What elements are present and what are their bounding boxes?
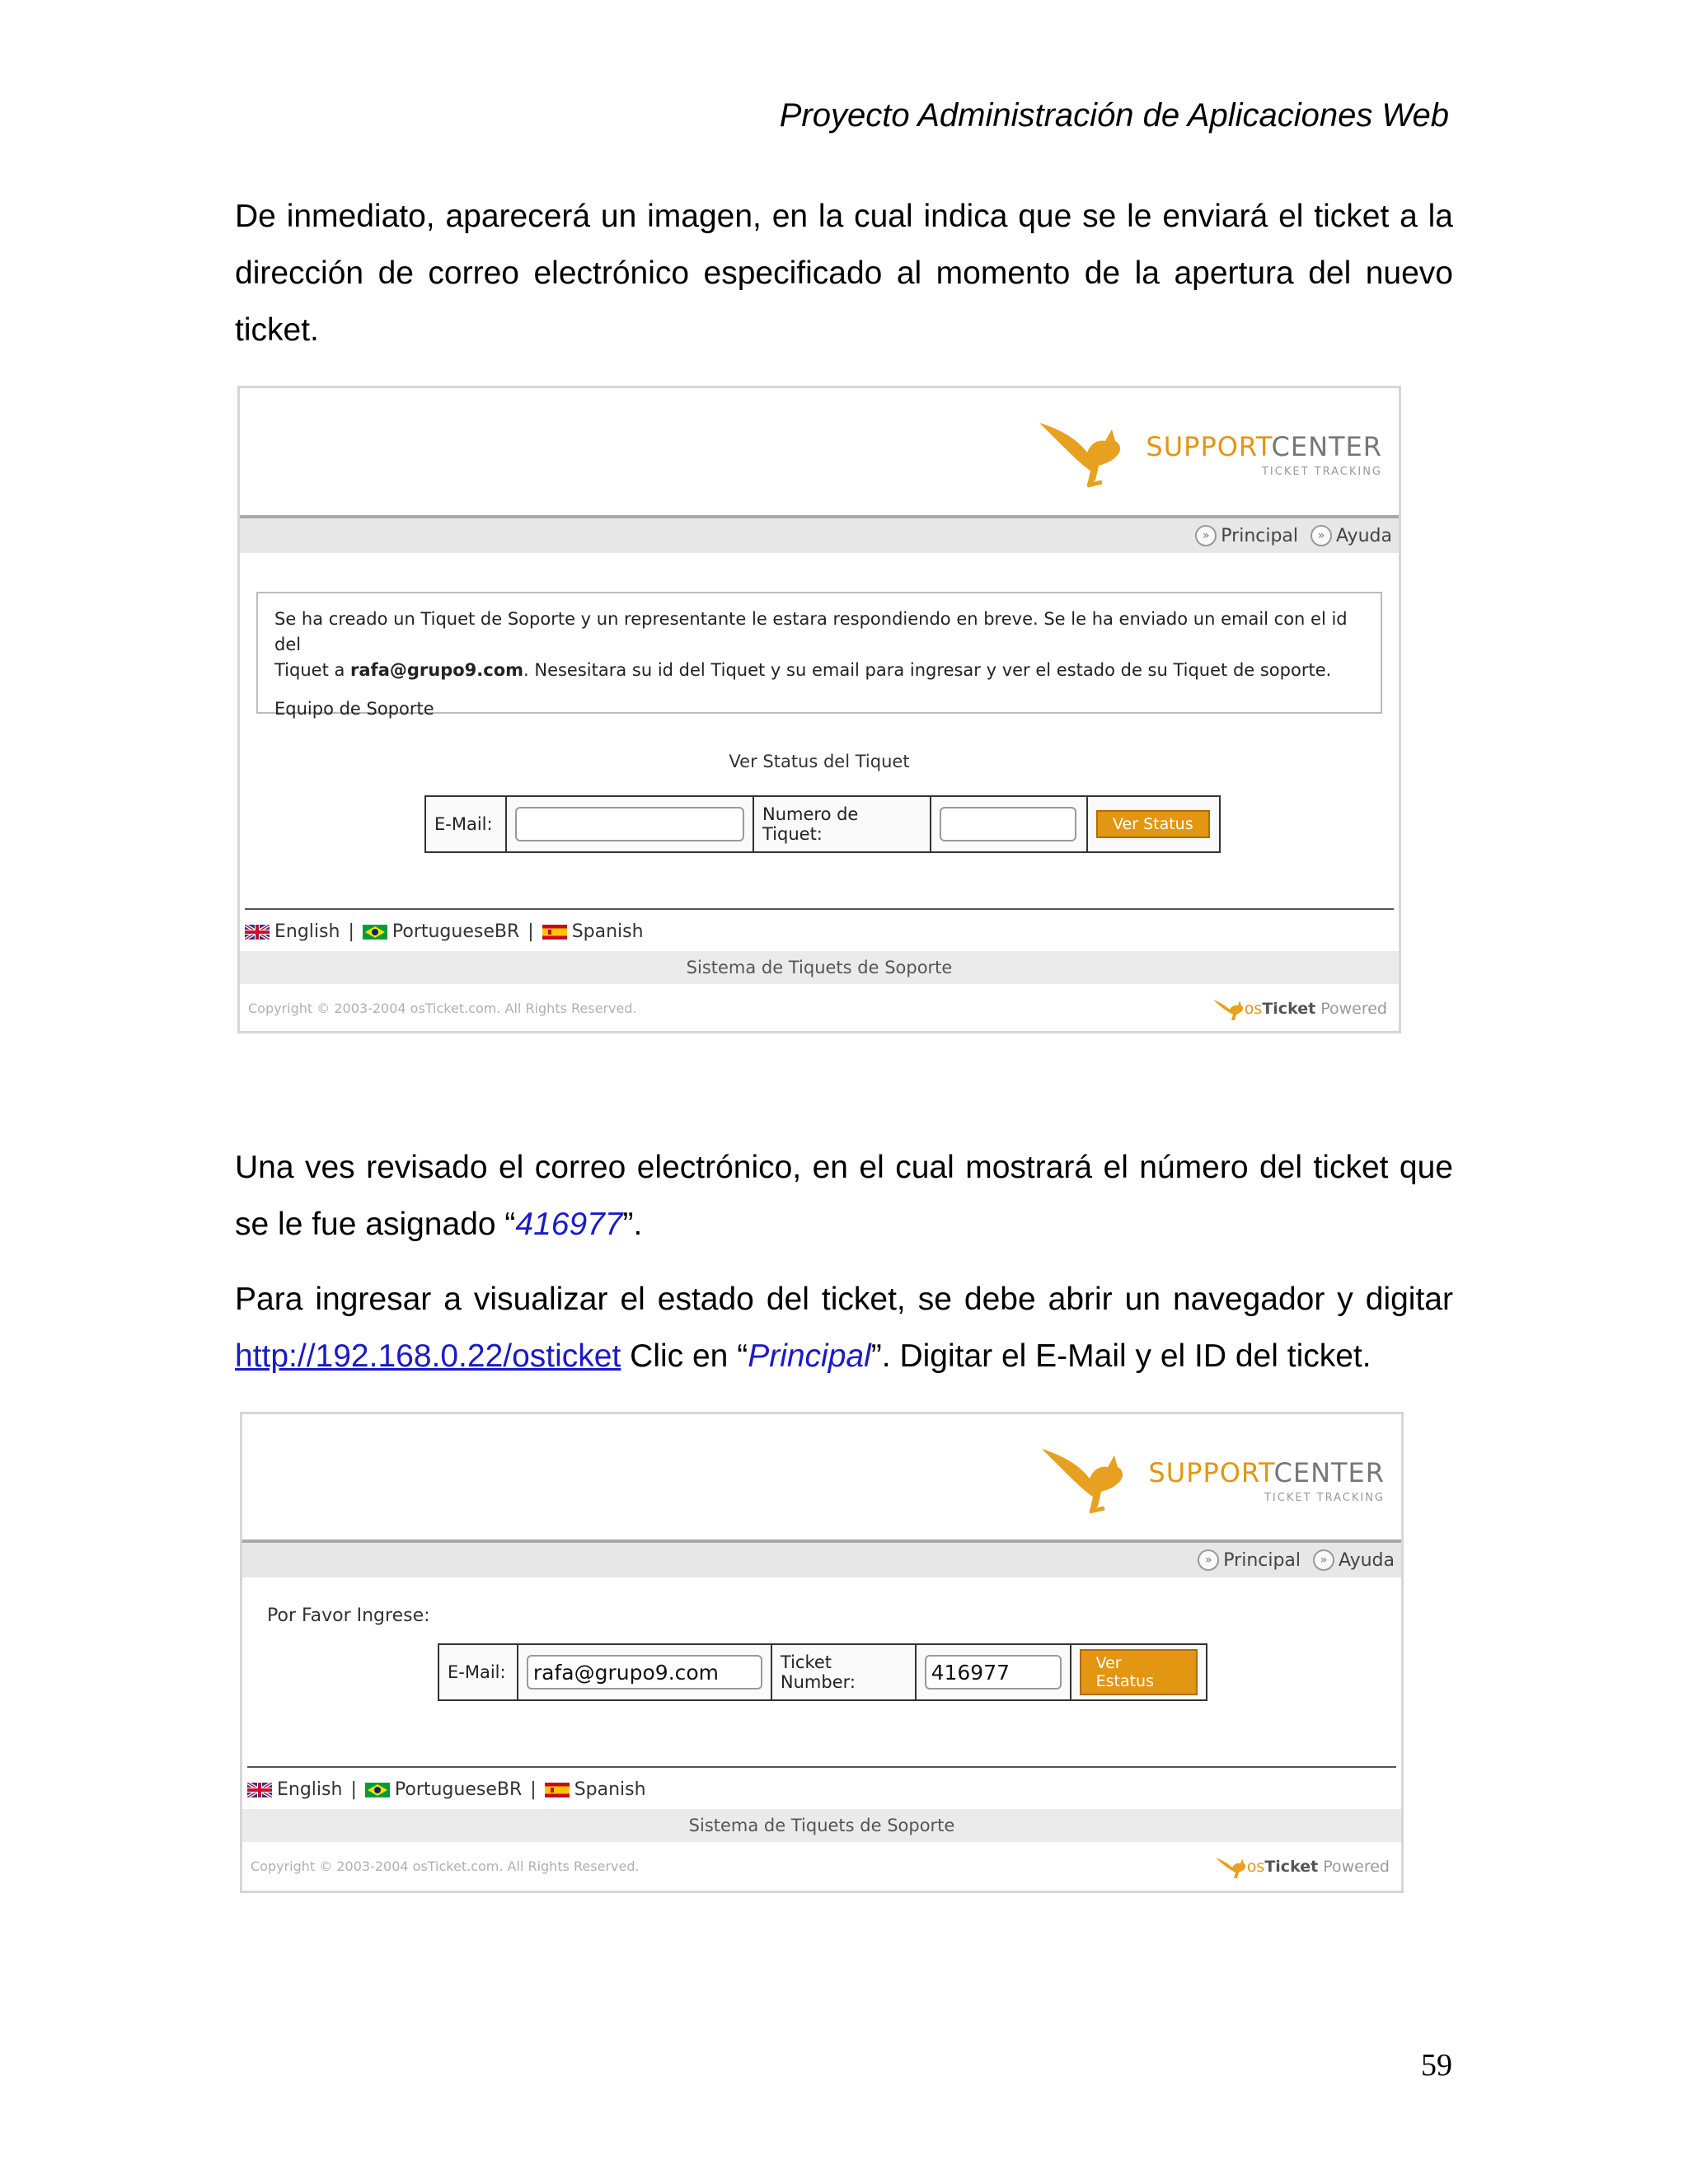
kangaroo-icon xyxy=(1036,411,1135,494)
principal-ref: Principal xyxy=(748,1338,871,1374)
login-prompt: Por Favor Ingrese: xyxy=(267,1605,430,1626)
nav-principal[interactable]: » Principal xyxy=(1198,1549,1301,1571)
nav-principal[interactable]: » Principal xyxy=(1195,525,1298,546)
osticket-url-link[interactable]: http://192.168.0.22/osticket xyxy=(235,1338,621,1374)
copyright-text: Copyright © 2003-2004 osTicket.com. All Rights Reserved. xyxy=(251,1858,640,1874)
kangaroo-icon xyxy=(1039,1437,1137,1520)
osticket-powered[interactable]: os Ticket Powered xyxy=(1214,1854,1390,1879)
paragraph-access-instructions: Para ingresar a visualizar el estado del ticket, se debe abrir un navegador y digitar http://192.168.0.22/osticket Clic en “Principal”. Digitar el E-Mail y el ID del ticket. xyxy=(235,1282,1453,1374)
lang-english[interactable]: English xyxy=(277,1779,343,1800)
ticket-label: Numero de Tiquet: xyxy=(754,797,931,851)
nav-ayuda[interactable]: » Ayuda xyxy=(1311,525,1392,546)
ticket-number: 416977 xyxy=(515,1207,623,1242)
system-name-band: Sistema de Tiquets de Soporte xyxy=(242,1809,1401,1842)
uk-flag-icon xyxy=(247,1783,272,1797)
kangaroo-small-icon xyxy=(1214,1854,1247,1879)
email-input[interactable]: rafa@grupo9.com xyxy=(527,1655,762,1690)
double-chevron-icon: » xyxy=(1195,525,1217,546)
divider xyxy=(247,1766,1396,1768)
ticket-number-input[interactable]: 416977 xyxy=(925,1655,1062,1690)
paragraph-email-check: Una ves revisado el correo electrónico, en el cual mostrará el número del ticket que se le fue asignado “416977”. xyxy=(235,1150,1453,1242)
running-header: Proyecto Administración de Aplicaciones Web xyxy=(779,97,1449,134)
recipient-email: rafa@grupo9.com xyxy=(350,660,524,680)
divider xyxy=(245,908,1394,910)
status-form-title: Ver Status del Tiquet xyxy=(729,752,910,771)
spain-flag-icon xyxy=(545,1783,570,1797)
language-bar: English | PortugueseBR | Spanish xyxy=(247,1779,646,1800)
double-chevron-icon: » xyxy=(1313,1549,1334,1571)
lang-spanish[interactable]: Spanish xyxy=(574,1779,646,1800)
brand-tagline: TICKET TRACKING xyxy=(1264,1492,1385,1504)
screenshot-ticket-created xyxy=(237,386,1401,1033)
supportcenter-logo xyxy=(1039,1437,1385,1520)
double-chevron-icon: » xyxy=(1311,525,1332,546)
double-chevron-icon: » xyxy=(1198,1549,1219,1571)
email-label: E-Mail: xyxy=(439,1645,518,1699)
brazil-flag-icon xyxy=(363,925,387,940)
paragraph-intro: De inmediato, aparecerá un imagen, en la cual indica que se le enviará el ticket a la dirección de correo electrónico especificado al momento de la apertura del nuevo ticket. xyxy=(235,199,1453,348)
uk-flag-icon xyxy=(245,925,270,940)
ticket-input[interactable] xyxy=(940,807,1076,841)
lang-english[interactable]: English xyxy=(274,921,340,942)
copyright-text: Copyright © 2003-2004 osTicket.com. All Rights Reserved. xyxy=(248,1001,637,1016)
status-form xyxy=(424,795,1221,853)
confirmation-message: Se ha creado un Tiquet de Soporte y un representante le estara respondiendo en breve. Se le ha enviado un email con el id del Tiquet a rafa@grupo9.com. Nesesitara su id del Tiquet y su email para ingresar y ver el estado de su Tiquet de soporte. Equipo de Soporte xyxy=(256,592,1382,714)
lang-spanish[interactable]: Spanish xyxy=(571,921,644,942)
supportcenter-logo xyxy=(1036,411,1382,494)
ticket-number-label: Ticket Number: xyxy=(772,1645,917,1699)
language-bar: English | PortugueseBR | Spanish xyxy=(245,921,644,942)
brand-tagline: TICKET TRACKING xyxy=(1261,466,1382,478)
brand-name: SUPPORTCENTER xyxy=(1148,1457,1385,1488)
system-name-band: Sistema de Tiquets de Soporte xyxy=(240,951,1399,984)
lang-portuguese[interactable]: PortugueseBR xyxy=(392,921,520,942)
team-signature: Equipo de Soporte xyxy=(274,699,434,719)
brand-name: SUPPORTCENTER xyxy=(1146,431,1382,462)
ver-estatus-button[interactable]: Ver Estatus xyxy=(1080,1649,1198,1695)
nav-bar xyxy=(242,1540,1401,1577)
osticket-powered[interactable]: os Ticket Powered xyxy=(1212,996,1387,1021)
email-input[interactable] xyxy=(515,807,744,841)
brazil-flag-icon xyxy=(365,1783,390,1797)
kangaroo-small-icon xyxy=(1212,996,1245,1021)
nav-ayuda[interactable]: » Ayuda xyxy=(1313,1549,1395,1571)
nav-bar xyxy=(240,515,1399,553)
screenshot-login-form xyxy=(240,1412,1404,1893)
login-form xyxy=(438,1643,1207,1701)
ver-status-button[interactable]: Ver Status xyxy=(1096,810,1210,838)
spain-flag-icon xyxy=(542,925,567,940)
lang-portuguese[interactable]: PortugueseBR xyxy=(394,1779,523,1800)
email-label: E-Mail: xyxy=(426,797,507,851)
page-number: 59 xyxy=(1421,2048,1452,2083)
